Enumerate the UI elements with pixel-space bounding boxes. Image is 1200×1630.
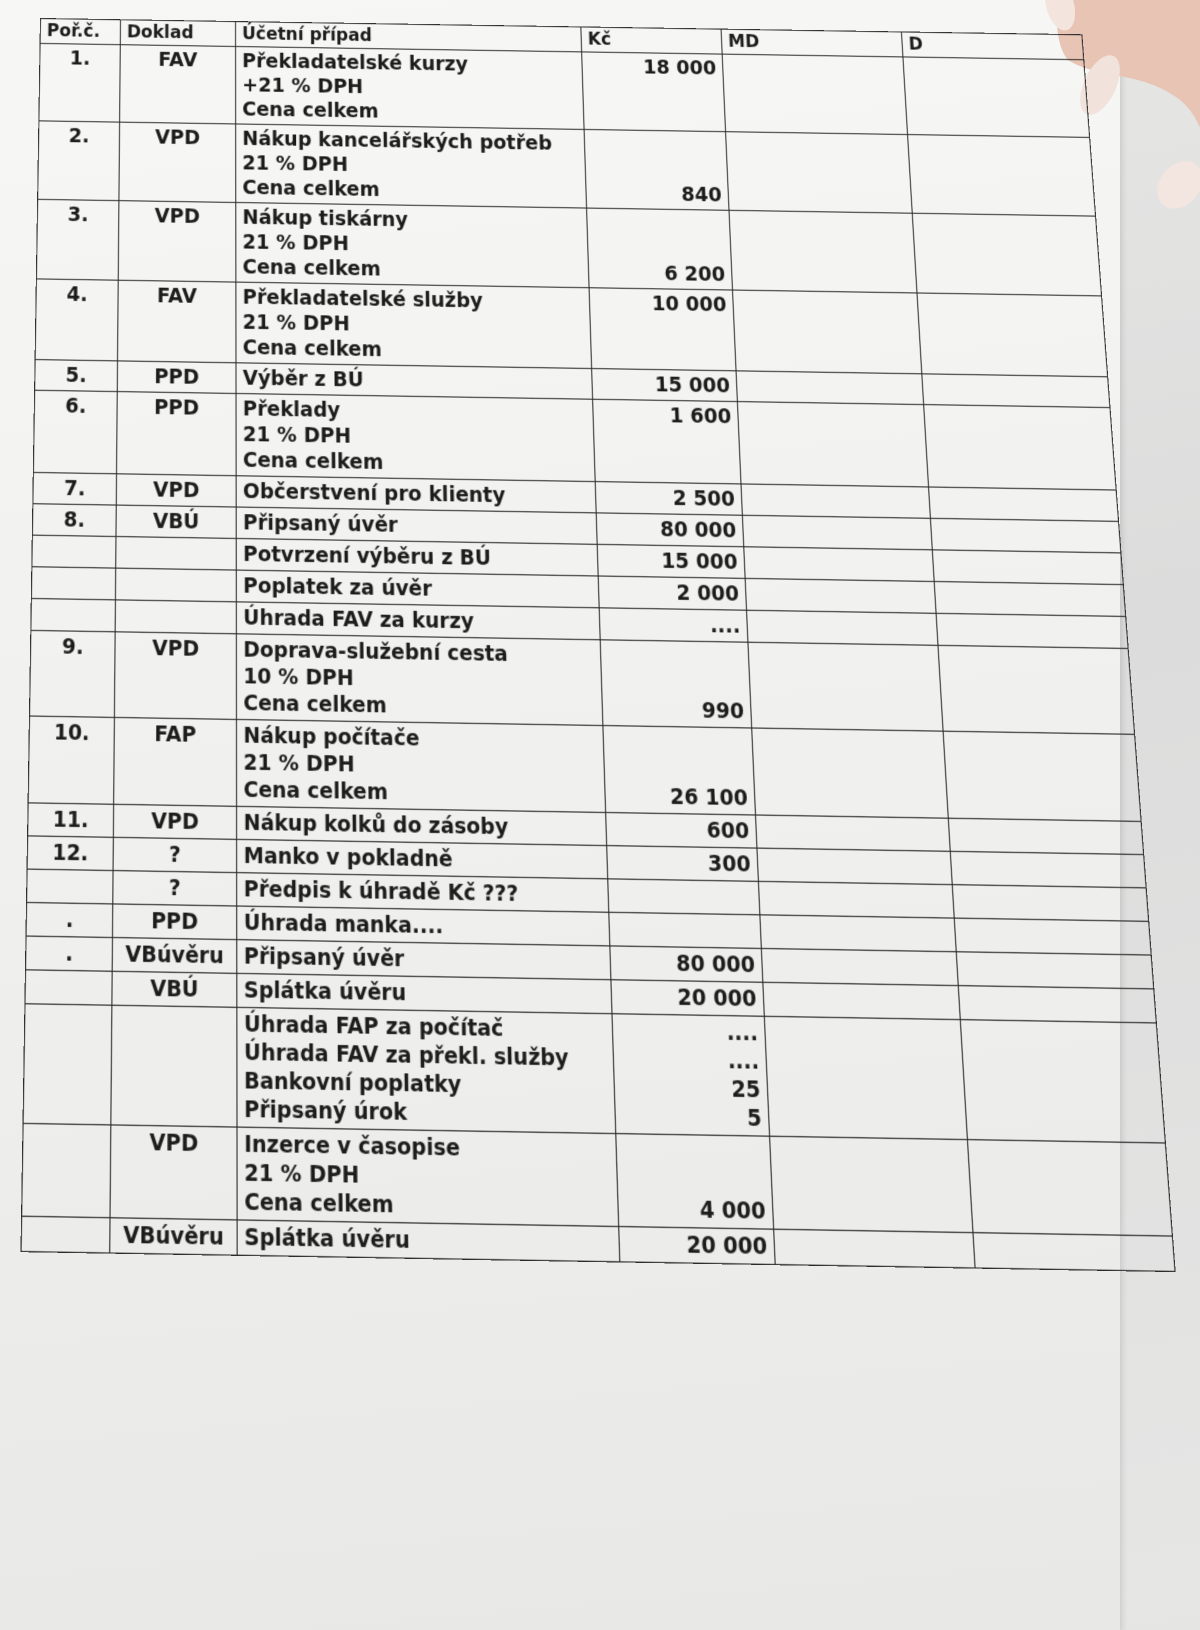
md-cell[interactable] — [747, 610, 938, 645]
amount-kc: 15 000 — [597, 544, 745, 578]
description-line: Splátka úvěru — [243, 977, 407, 1007]
amount-kc: 20 000 — [611, 980, 764, 1017]
amount-kc: 840 — [584, 129, 729, 210]
ledger-wrapper — [21, 18, 1175, 1272]
amount-line: .... — [727, 1048, 760, 1075]
row-number: 1. — [39, 43, 120, 122]
amount-kc: 2 000 — [598, 576, 746, 610]
row-number: 8. — [32, 504, 116, 537]
amount-kc: .... — [599, 608, 748, 642]
description-line: Cena celkem — [242, 448, 384, 475]
document-type — [111, 1005, 237, 1127]
document-type — [115, 600, 236, 634]
md-cell[interactable] — [733, 290, 922, 374]
amount-line: .... — [725, 1019, 759, 1047]
document-type: FAV — [118, 280, 236, 363]
amount-kc: 20 000 — [619, 1227, 776, 1265]
md-cell[interactable] — [744, 547, 934, 582]
amount-kc: 990 — [600, 640, 752, 728]
table-row — [23, 1004, 1165, 1143]
description-line: +21 % DPH — [242, 74, 364, 99]
md-cell[interactable] — [726, 132, 913, 214]
description-line: Překladatelské služby — [242, 285, 484, 313]
description-line: Splátka úvěru — [244, 1224, 411, 1254]
description-line: Připsaný úvěr — [243, 943, 405, 973]
row-number — [31, 567, 115, 600]
transaction-description — [236, 634, 603, 726]
ledger-body — [21, 43, 1175, 1271]
description-line: Potvrzení výběru z BÚ — [243, 542, 492, 571]
d-cell[interactable] — [934, 581, 1126, 616]
md-cell[interactable] — [758, 881, 954, 918]
d-cell[interactable] — [960, 1020, 1165, 1143]
document-type: FAV — [120, 45, 236, 124]
row-number: 6. — [33, 390, 117, 474]
description-line: Úhrada FAV za překl. služby — [243, 1039, 569, 1072]
transaction-description — [236, 124, 587, 208]
d-cell[interactable] — [948, 818, 1143, 854]
d-cell[interactable] — [958, 986, 1156, 1023]
amount-kc: 80 000 — [596, 513, 744, 547]
description-line: Překlady — [242, 397, 341, 423]
row-number — [21, 1216, 110, 1253]
md-cell[interactable] — [736, 371, 924, 405]
description-line: Úhrada manka.... — [243, 910, 444, 940]
md-cell[interactable] — [741, 484, 930, 518]
amount-line: 5 — [746, 1105, 763, 1132]
md-cell[interactable] — [745, 578, 936, 613]
description-line: Úhrada FAV za kurzy — [243, 605, 475, 634]
row-number: 2. — [38, 121, 120, 201]
row-number: 4. — [35, 279, 118, 361]
row-number: 5. — [35, 360, 118, 392]
amount-kc: 6 200 — [587, 208, 733, 290]
header-md: MD — [721, 29, 903, 57]
description-line: Cena celkem — [242, 98, 379, 123]
description-line: 21 % DPH — [242, 230, 349, 256]
description-line: Překladatelské kurzy — [242, 50, 469, 76]
row-number — [31, 598, 116, 631]
md-cell[interactable] — [757, 848, 952, 885]
amount-kc: 1 600 — [593, 399, 741, 484]
description-line: Nákup tiskárny — [242, 206, 409, 232]
md-cell[interactable] — [729, 210, 917, 293]
amount-kc — [608, 879, 760, 915]
header-d: D — [901, 32, 1083, 60]
document-type: VPD — [114, 632, 236, 720]
row-number — [25, 970, 112, 1005]
d-cell[interactable] — [922, 374, 1110, 408]
row-number: 10. — [28, 716, 114, 804]
document-type: PPD — [112, 904, 236, 940]
amount-kc: 4 000 — [616, 1134, 774, 1230]
description-line: Manko v pokladně — [243, 843, 453, 873]
d-cell[interactable] — [903, 57, 1090, 137]
d-cell[interactable] — [943, 731, 1141, 821]
transaction-description — [237, 1220, 620, 1262]
document-type: VPD — [110, 1125, 237, 1220]
row-number — [23, 1004, 112, 1125]
header-pripad: Účetní případ — [236, 22, 582, 52]
row-number: 12. — [27, 836, 113, 871]
accounting-ledger-table — [21, 18, 1176, 1272]
d-cell[interactable] — [912, 213, 1101, 296]
row-number — [22, 1123, 111, 1217]
document-type: PPD — [117, 361, 236, 394]
amount-kc: 2 500 — [595, 482, 742, 516]
d-cell[interactable] — [973, 1233, 1175, 1272]
description-line: Předpis k úhradě Kč ??? — [243, 876, 519, 907]
md-cell[interactable] — [737, 402, 928, 487]
document-type — [116, 536, 237, 570]
md-cell[interactable] — [722, 54, 907, 134]
description-line: Cena celkem — [242, 176, 380, 202]
description-line: Cena celkem — [242, 255, 381, 281]
transaction-description — [237, 1127, 619, 1226]
description-line: Nákup kancelářských potřeb — [242, 127, 553, 155]
document-type: VPD — [118, 201, 236, 282]
transaction-description — [236, 46, 585, 129]
description-line: Doprava-služební cesta — [243, 637, 509, 667]
document-type: VBÚ — [112, 971, 237, 1007]
transaction-description — [236, 393, 595, 481]
amount-kc: 26 100 — [603, 726, 756, 815]
description-line: Bankovní poplatky — [244, 1068, 462, 1099]
header-kc: Kč — [581, 27, 722, 54]
amount-kc — [609, 912, 762, 948]
document-type: VPD — [116, 474, 236, 507]
description-line: Připsaný úvěr — [242, 510, 399, 538]
description-line: 21 % DPH — [242, 151, 349, 177]
md-cell[interactable] — [752, 728, 949, 818]
description-line: 21 % DPH — [242, 310, 350, 336]
document-type: FAP — [114, 717, 237, 806]
amount-kc — [612, 1014, 770, 1136]
md-cell[interactable] — [760, 915, 956, 952]
md-cell[interactable] — [742, 515, 932, 550]
description-line: Nákup kolků do zásoby — [243, 810, 509, 840]
d-cell[interactable] — [967, 1140, 1172, 1236]
description-line: 10 % DPH — [243, 664, 354, 691]
header-por: Poř.č. — [40, 19, 120, 45]
document-type: VBúvěru — [112, 938, 237, 974]
description-line: Občerstvení pro klienty — [242, 479, 506, 508]
document-type: ? — [113, 837, 237, 872]
md-cell[interactable] — [761, 948, 958, 985]
document-type: VPD — [113, 804, 236, 839]
transaction-description — [237, 1007, 616, 1133]
amount-kc: 18 000 — [582, 52, 726, 132]
d-cell[interactable] — [938, 645, 1135, 734]
document-type: VBúvěru — [110, 1218, 237, 1256]
document-type: ? — [113, 871, 237, 906]
description-line: 21 % DPH — [243, 750, 355, 778]
description-line: Výběr z BÚ — [242, 366, 364, 392]
d-cell[interactable] — [917, 293, 1108, 377]
md-cell[interactable] — [764, 1016, 967, 1139]
amount-kc: 80 000 — [610, 946, 763, 982]
d-cell[interactable] — [932, 550, 1123, 585]
header-doklad: Doklad — [120, 20, 235, 47]
amount-kc: 10 000 — [589, 288, 736, 371]
document-type: VPD — [119, 122, 236, 202]
row-number — [32, 535, 116, 568]
description-line: Úhrada FAP za počítač — [243, 1011, 504, 1042]
amount-kc: 300 — [607, 846, 759, 882]
d-cell[interactable] — [908, 135, 1096, 217]
description-line: Připsaný úrok — [244, 1096, 408, 1126]
description-line: 21 % DPH — [244, 1160, 360, 1189]
document-type — [115, 568, 236, 602]
description-line: Cena celkem — [243, 691, 387, 719]
row-number — [27, 869, 113, 904]
row-number: 9. — [30, 630, 116, 717]
document-type: PPD — [117, 392, 237, 476]
description-line: Cena celkem — [242, 336, 383, 362]
d-cell[interactable] — [929, 487, 1119, 521]
d-cell[interactable] — [924, 405, 1117, 490]
description-line: Cena celkem — [243, 777, 389, 805]
document-type: VBÚ — [116, 505, 236, 538]
d-cell[interactable] — [930, 518, 1121, 553]
description-line: Nákup počítače — [243, 723, 420, 752]
md-cell[interactable] — [748, 642, 943, 731]
description-line: Cena celkem — [244, 1189, 394, 1219]
row-number: . — [26, 902, 113, 937]
md-cell[interactable] — [774, 1229, 975, 1268]
description-line: 21 % DPH — [242, 422, 352, 449]
transaction-description — [236, 719, 605, 812]
transaction-description — [236, 202, 589, 287]
amount-kc: 600 — [606, 812, 757, 848]
d-cell[interactable] — [952, 885, 1148, 922]
transaction-description — [236, 282, 592, 368]
md-cell[interactable] — [770, 1136, 973, 1232]
amount-kc: 15 000 — [592, 369, 738, 402]
md-cell[interactable] — [763, 982, 960, 1019]
d-cell[interactable] — [936, 613, 1128, 648]
description-line: Inzerce v časopise — [244, 1131, 461, 1162]
row-number: 7. — [33, 472, 117, 505]
d-cell[interactable] — [954, 918, 1151, 955]
d-cell[interactable] — [956, 952, 1154, 989]
row-number: 3. — [36, 199, 119, 280]
d-cell[interactable] — [950, 851, 1146, 888]
row-number: . — [26, 936, 113, 971]
description-line: Poplatek za úvěr — [243, 574, 433, 602]
amount-line: 25 — [730, 1076, 762, 1104]
row-number: 11. — [28, 803, 114, 837]
md-cell[interactable] — [756, 815, 951, 851]
